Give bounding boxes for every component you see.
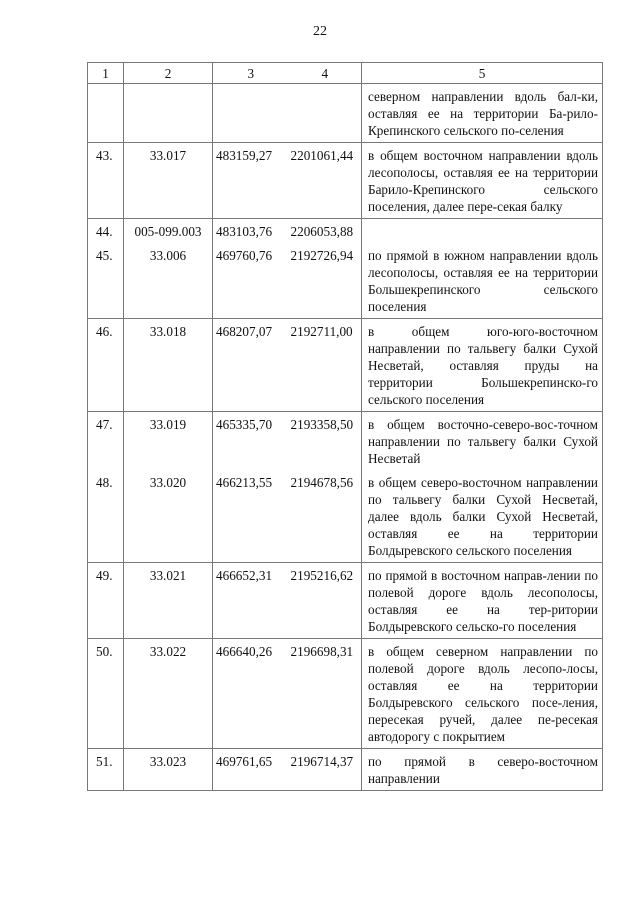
coord-x: 466213,55 (213, 470, 289, 563)
route-description: в общем северо-восточном направлении по тальвегу балки Сухой Несветай, далее вдоль балки Сухой Несветай, оставляя ее на территории Болдыревского сельского поселения (362, 470, 603, 563)
header-col-5: 5 (362, 63, 603, 84)
coord-y: 2195216,62 (289, 563, 362, 639)
coord-x: 469761,65 (213, 749, 289, 791)
row-number: 46. (88, 319, 124, 412)
table-row (88, 470, 603, 563)
point-code: 33.023 (124, 749, 213, 791)
route-description: в общем северном направлении по полевой дороге вдоль лесопо-лосы, оставляя ее на территории Болдыревского сельского посе-ления, пересекая ручей, далее пе-ресекая автодорогу с покрытием (362, 639, 603, 749)
point-code: 33.020 (124, 470, 213, 563)
row-number: 43. (88, 143, 124, 219)
row-number: 50. (88, 639, 124, 749)
coord-y: 2206053,88 (289, 219, 362, 244)
point-code: 33.021 (124, 563, 213, 639)
point-code: 33.022 (124, 639, 213, 749)
coord-x: 468207,07 (213, 319, 289, 412)
boundary-table (87, 62, 603, 791)
route-description: по прямой в южном направлении вдоль лесополосы, оставляя ее на территории Большекрепинского сельского поселения (362, 243, 603, 319)
table-row (88, 639, 603, 749)
coord-y: 2201061,44 (289, 143, 362, 219)
header-col-1: 1 (88, 63, 124, 84)
header-col-2: 2 (124, 63, 213, 84)
row-number: 51. (88, 749, 124, 791)
coord-x: 469760,76 (213, 243, 289, 319)
point-code (124, 84, 213, 143)
route-description: в общем юго-юго-восточном направлении по тальвегу балки Сухой Несветай, оставляя пруды на территории Большекрепинско-го сельского поселения (362, 319, 603, 412)
row-number: 48. (88, 470, 124, 563)
coord-x: 483103,76 (213, 219, 289, 244)
coord-x: 465335,70 (213, 412, 289, 471)
page-number: 22 (313, 24, 327, 39)
row-number: 47. (88, 412, 124, 471)
table-row (88, 219, 603, 244)
coord-x: 483159,27 (213, 143, 289, 219)
header-row (88, 63, 603, 84)
header-col-4: 4 (289, 63, 362, 84)
point-code: 33.017 (124, 143, 213, 219)
table-row (88, 412, 603, 471)
coord-y (289, 84, 362, 143)
coord-y: 2196698,31 (289, 639, 362, 749)
coord-x: 466640,26 (213, 639, 289, 749)
table-row (88, 84, 603, 143)
route-description: по прямой в восточном направ-лении по полевой дороге вдоль лесополосы, оставляя ее на тер-ритории Болдыревского сельско-го поселения (362, 563, 603, 639)
coord-x (213, 84, 289, 143)
route-description (362, 219, 603, 244)
route-description: по прямой в северо-восточном направлении (362, 749, 603, 791)
table-row (88, 143, 603, 219)
table-body (88, 84, 603, 791)
point-code: 33.018 (124, 319, 213, 412)
row-number (88, 84, 124, 143)
coord-y: 2196714,37 (289, 749, 362, 791)
header-col-3: 3 (213, 63, 289, 84)
table-row (88, 243, 603, 319)
coord-y: 2192726,94 (289, 243, 362, 319)
coord-y: 2192711,00 (289, 319, 362, 412)
point-code: 005-099.003 (124, 219, 213, 244)
point-code: 33.006 (124, 243, 213, 319)
row-number: 44. (88, 219, 124, 244)
route-description: северном направлении вдоль бал-ки, оставляя ее на территории Ба-рило-Крепинского сельского по-селения (362, 84, 603, 143)
coord-y: 2194678,56 (289, 470, 362, 563)
route-description: в общем восточно-северо-вос-точном направлении по тальвегу балки Сухой Несветай (362, 412, 603, 471)
coord-y: 2193358,50 (289, 412, 362, 471)
table-row (88, 749, 603, 791)
table-row (88, 563, 603, 639)
coord-x: 466652,31 (213, 563, 289, 639)
row-number: 49. (88, 563, 124, 639)
route-description: в общем восточном направлении вдоль лесополосы, оставляя ее на территории Барило-Крепинского сельского поселения, далее пере-секая балку (362, 143, 603, 219)
row-number: 45. (88, 243, 124, 319)
point-code: 33.019 (124, 412, 213, 471)
table-row (88, 319, 603, 412)
